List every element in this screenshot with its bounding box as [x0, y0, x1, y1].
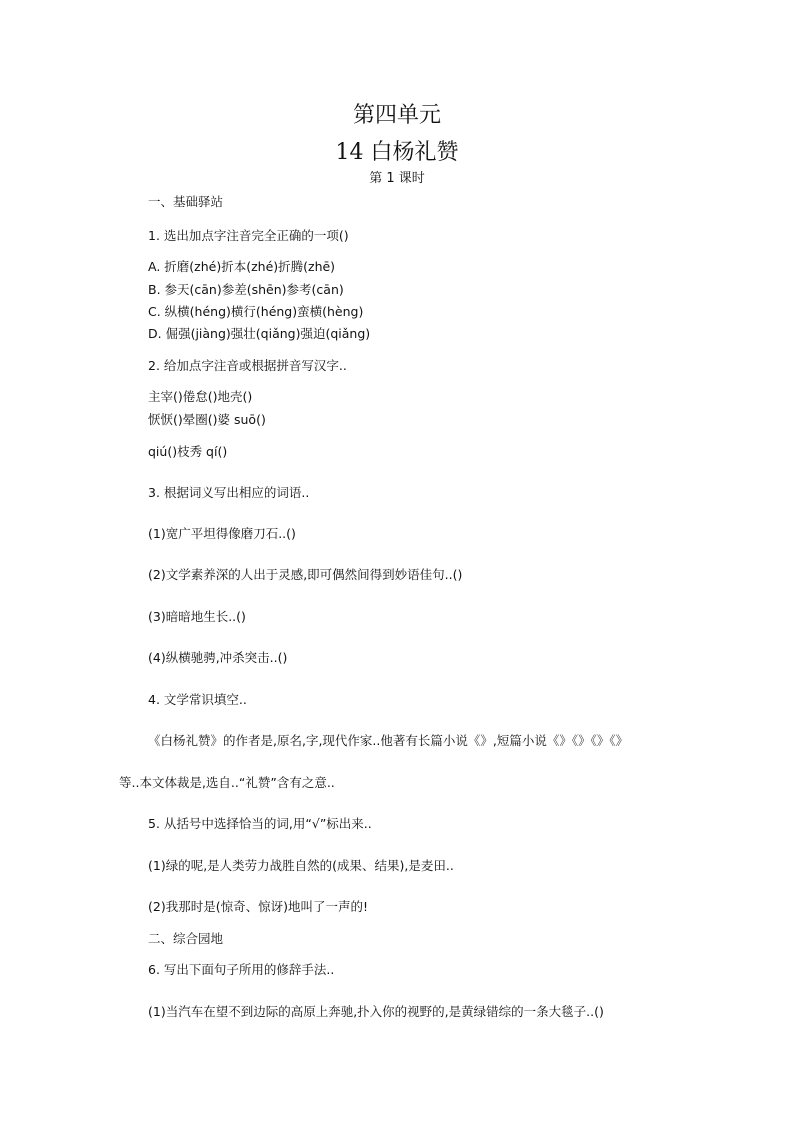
question-2-line-2: 恹恹()晕圈()婆 suō() — [148, 412, 266, 427]
question-1-option-a: A. 折磨(zhé)折本(zhé)折腾(zhē) — [148, 259, 336, 274]
question-5-stem: 5. 从括号中选择恰当的词,用“√”标出来.. — [148, 816, 372, 831]
question-3-item-3: (3)暗暗地生长..() — [148, 609, 246, 624]
question-5-item-2: (2)我那时是(惊奇、惊讶)地叫了一声的! — [148, 899, 368, 914]
question-6-stem: 6. 写出下面句子所用的修辞手法.. — [148, 962, 335, 977]
question-6-item-1: (1)当汽车在望不到边际的高原上奔驰,扑入你的视野的,是黄绿错综的一条大毯子..() — [148, 1004, 604, 1019]
question-3-item-2: (2)文学素养深的人出于灵感,即可偶然间得到妙语佳句..() — [148, 567, 463, 582]
section-heading-basics: 一、基础驿站 — [148, 194, 224, 209]
question-5-item-1: (1)绿的呢,是人类劳力战胜自然的(成果、结果),是麦田.. — [148, 858, 454, 873]
question-2-line-1: 主宰()倦怠()地壳() — [148, 389, 253, 404]
lesson-title: 14 白杨礼赞 — [335, 140, 459, 165]
section-heading-comprehensive: 二、综合园地 — [148, 931, 224, 946]
question-1-option-c: C. 纵横(héng)横行(héng)蛮横(hèng) — [148, 304, 364, 319]
question-3-item-1: (1)宽广平坦得像磨刀石..() — [148, 526, 296, 541]
question-1-option-d: D. 倔强(jiàng)强壮(qiǎng)强迫(qiǎng) — [148, 326, 371, 341]
question-3-stem: 3. 根据词义写出相应的词语.. — [148, 485, 310, 500]
question-4-paragraph-1: 《白杨礼赞》的作者是,原名,字,现代作家..他著有长篇小说《》,短篇小说《》《》《》《》 — [148, 733, 629, 748]
question-1-stem: 1. 选出加点字注音完全正确的一项() — [148, 228, 349, 243]
question-3-item-4: (4)纵横驰骋,冲杀突击..() — [148, 650, 288, 665]
question-1-option-b: B. 参天(cān)参差(shēn)参考(cān) — [148, 282, 344, 297]
question-2-stem: 2. 给加点字注音或根据拼音写汉字.. — [148, 358, 347, 373]
question-2-line-3: qiú()枝秀 qí() — [148, 444, 228, 459]
unit-title: 第四单元 — [352, 103, 441, 128]
question-4-paragraph-2: 等..本文体裁是,选自..“礼赞”含有之意.. — [119, 775, 335, 790]
period-title: 第 1 课时 — [369, 171, 425, 186]
question-4-stem: 4. 文学常识填空.. — [148, 692, 247, 707]
